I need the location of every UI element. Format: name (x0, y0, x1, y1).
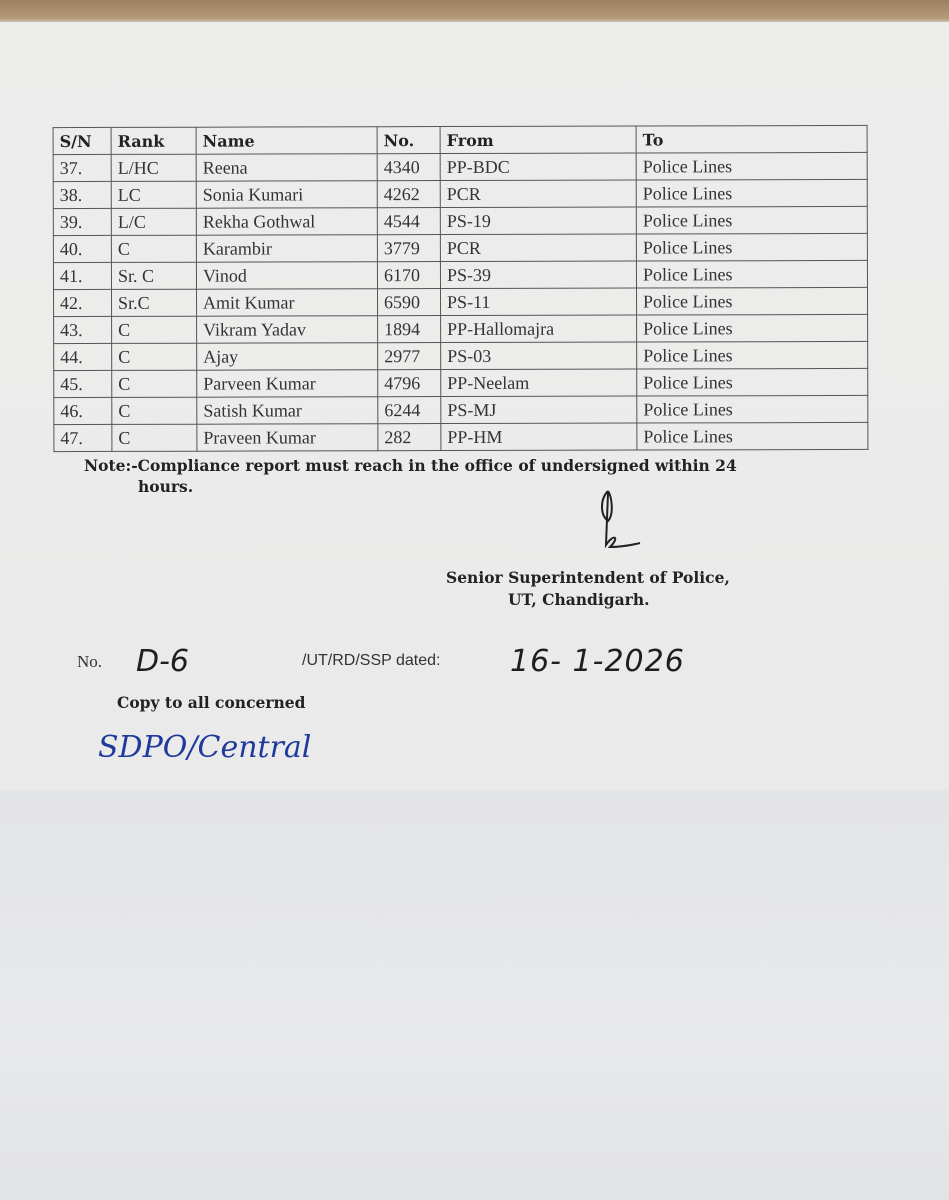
cell-rank: Sr.C (112, 289, 197, 316)
cell-no: 4262 (377, 181, 440, 208)
cell-to: Police Lines (637, 314, 868, 342)
paper-lower-fold (0, 790, 949, 1200)
cell-no: 6170 (377, 262, 440, 289)
column-header-name: Name (196, 127, 377, 154)
cell-no: 6590 (378, 289, 441, 316)
cell-rank: C (111, 235, 196, 262)
cell-rank: LC (111, 181, 196, 208)
cell-no: 4544 (377, 208, 440, 235)
cell-sn: 40. (53, 235, 111, 262)
signatory-location: UT, Chandigarh. (508, 590, 650, 609)
cell-sn: 37. (53, 154, 111, 181)
copy-to-handwritten: SDPO/Central (98, 730, 312, 765)
note-line-2: hours. (138, 477, 194, 496)
reference-date-handwritten: 16- 1-2026 (510, 644, 685, 679)
table-row (54, 314, 868, 343)
table-row (54, 341, 868, 370)
cell-sn: 41. (53, 262, 111, 289)
cell-to: Police Lines (636, 179, 867, 207)
cell-rank: C (112, 397, 197, 424)
cell-sn: 45. (54, 370, 112, 397)
table-row (53, 179, 867, 208)
column-header-rank: Rank (111, 127, 196, 154)
signature (590, 485, 650, 555)
signatory-block (446, 567, 786, 611)
cell-sn: 38. (53, 181, 111, 208)
cell-no: 6244 (378, 397, 441, 424)
reference-suffix: /UT/RD/SSP dated: (302, 652, 441, 669)
table-row (54, 368, 868, 397)
signatory-title: Senior Superintendent of Police, (446, 568, 730, 587)
cell-rank: C (112, 424, 197, 451)
cell-name: Satish Kumar (197, 397, 378, 424)
cell-from: PP-BDC (440, 153, 636, 181)
cell-name: Rekha Gothwal (196, 208, 377, 235)
column-header-to: To (636, 125, 867, 153)
cell-sn: 39. (53, 208, 111, 235)
cell-from: PCR (440, 180, 636, 208)
table-row (54, 287, 868, 316)
cell-no: 282 (378, 424, 441, 451)
cell-to: Police Lines (636, 260, 867, 288)
cell-from: PP-Hallomajra (441, 315, 637, 343)
cell-to: Police Lines (636, 233, 867, 261)
table-row (54, 395, 868, 424)
column-header-sn: S/N (53, 127, 111, 154)
cell-from: PP-Neelam (441, 369, 637, 397)
cell-from: PS-11 (441, 288, 637, 316)
cell-from: PCR (440, 234, 636, 262)
copy-to-label: Copy to all concerned (117, 693, 306, 712)
table-row (53, 152, 867, 181)
cell-name: Ajay (197, 343, 378, 370)
cell-to: Police Lines (636, 152, 867, 180)
cell-to: Police Lines (636, 287, 867, 315)
column-header-from: From (440, 126, 636, 154)
cell-sn: 46. (54, 397, 112, 424)
cell-from: PP-HM (441, 423, 637, 451)
table-header-row (53, 125, 867, 154)
cell-to: Police Lines (637, 368, 868, 396)
reference-no-label: No. (77, 652, 103, 671)
cell-name: Parveen Kumar (197, 370, 378, 397)
column-header-no: No. (377, 127, 440, 154)
cell-name: Sonia Kumari (196, 181, 377, 208)
cell-rank: C (112, 316, 197, 343)
cell-rank: L/HC (111, 154, 196, 181)
note-line-1: Note:-Compliance report must reach in the office of undersigned within 24 (84, 456, 737, 475)
cell-no: 3779 (377, 235, 440, 262)
cell-rank: L/C (111, 208, 196, 235)
cell-no: 4340 (377, 154, 440, 181)
cell-from: PS-19 (440, 207, 636, 235)
cell-name: Karambir (196, 235, 377, 262)
cell-rank: Sr. C (111, 262, 196, 289)
cell-sn: 42. (54, 289, 112, 316)
table-row (53, 233, 867, 262)
cell-name: Reena (196, 154, 377, 181)
transfer-table (53, 125, 869, 452)
cell-name: Praveen Kumar (197, 424, 378, 451)
cell-name: Amit Kumar (197, 289, 378, 316)
cell-no: 2977 (378, 343, 441, 370)
cell-from: PS-39 (440, 261, 636, 289)
compliance-note (84, 455, 844, 497)
table-row (53, 260, 867, 289)
cell-rank: C (112, 370, 197, 397)
reference-no-handwritten: D-6 (136, 644, 190, 679)
cell-from: PS-03 (441, 342, 637, 370)
cell-sn: 44. (54, 343, 112, 370)
cell-from: PS-MJ (441, 396, 637, 424)
cell-to: Police Lines (636, 206, 867, 234)
table-row (53, 206, 867, 235)
cell-to: Police Lines (637, 422, 868, 450)
cell-sn: 43. (54, 316, 112, 343)
table-row (54, 422, 868, 451)
cell-name: Vikram Yadav (197, 316, 378, 343)
cell-name: Vinod (196, 262, 377, 289)
cell-to: Police Lines (637, 341, 868, 369)
cell-no: 1894 (378, 316, 441, 343)
cell-no: 4796 (378, 370, 441, 397)
cell-sn: 47. (54, 424, 112, 451)
cell-rank: C (112, 343, 197, 370)
cell-to: Police Lines (637, 395, 868, 423)
